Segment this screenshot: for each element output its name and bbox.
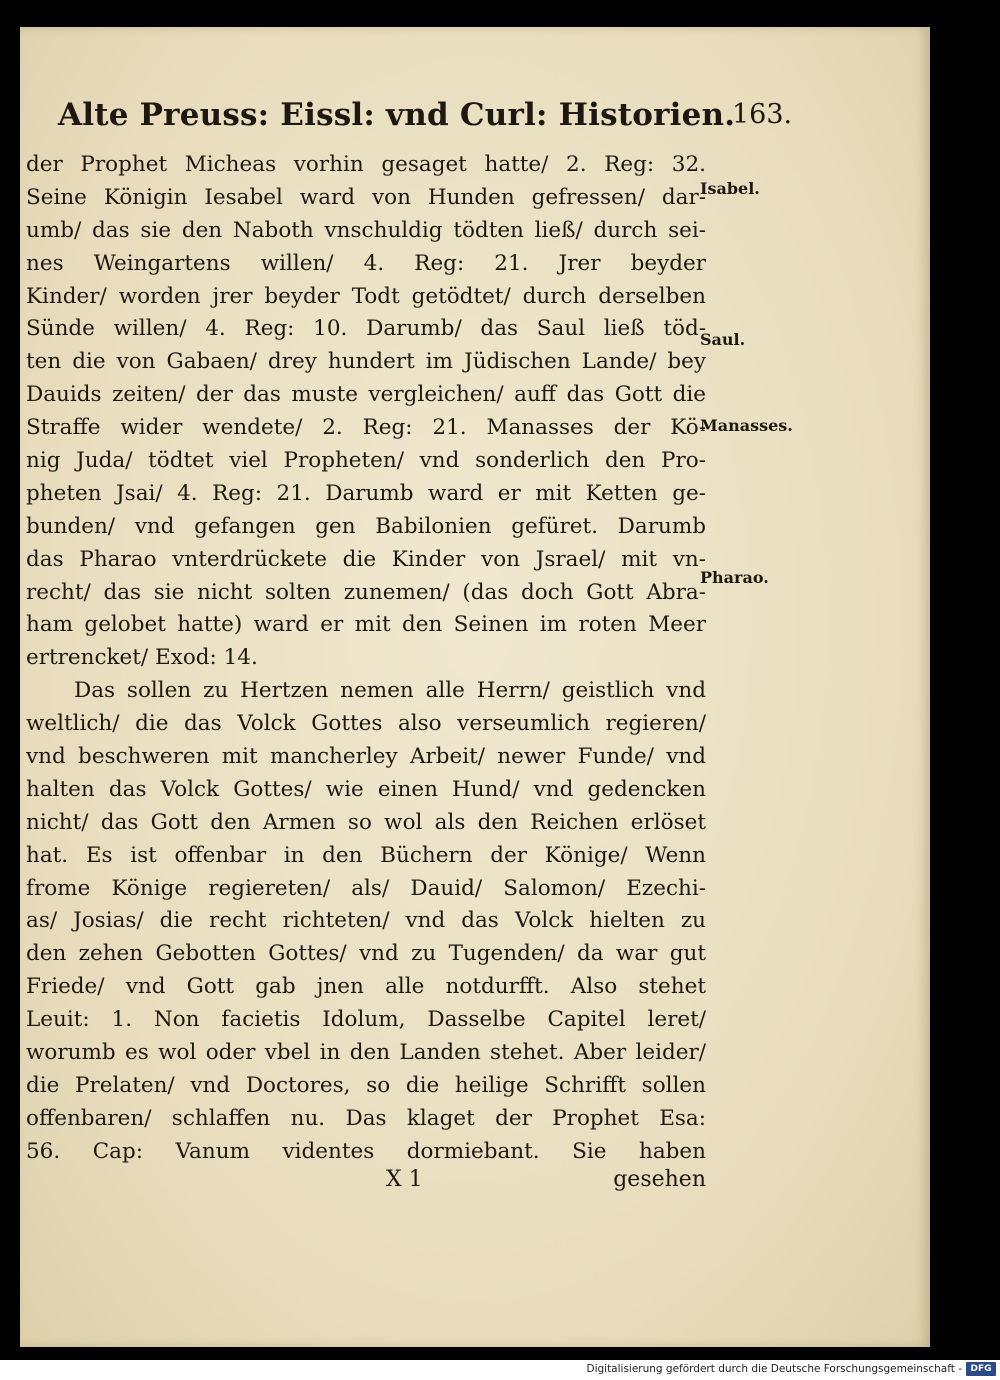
text-line: worumb es wol oder vbel in den Landen stehet. Aber leider/ — [26, 1040, 706, 1066]
text-line: nig Juda/ tödtet viel Propheten/ vnd sonderlich den Pro- — [26, 448, 706, 474]
text-line: weltlich/ die das Volck Gottes also verseumlich regieren/ — [26, 711, 706, 737]
text-line: nicht/ das Gott den Armen so wol als den Reichen erlöset — [26, 809, 706, 835]
text-line: pheten Jsai/ 4. Reg: 21. Darumb ward er mit Ketten ge- — [26, 480, 706, 506]
body-text — [26, 149, 706, 1169]
text-line: as/ Josias/ die recht richteten/ vnd das Volck hielten zu — [26, 908, 706, 934]
footer-bar — [0, 1360, 1000, 1380]
text-line: 56. Cap: Vanum videntes dormiebant. Sie haben — [26, 1138, 706, 1164]
text-line: der Prophet Micheas vorhin gesaget hatte/ 2. Reg: 32. — [26, 152, 706, 177]
margin-note-saul: Saul. — [700, 330, 746, 349]
text-line: vnd beschweren mit mancherley Arbeit/ newer Funde/ vnd — [26, 744, 706, 770]
catchword: gesehen — [613, 1167, 706, 1192]
text-line: Seine Königin Iesabel ward von Hunden gefressen/ dar- — [26, 184, 706, 210]
signature-mark: X 1 — [386, 1167, 423, 1192]
page-foot — [26, 1167, 706, 1199]
text-line: nes Weingartens willen/ 4. Reg: 21. Jrer beyder — [26, 250, 706, 276]
text-line: Kinder/ worden jrer beyder Todt getödtet/ durch derselben — [26, 283, 706, 309]
text-line: ertrencket/ Exod: 14. — [26, 645, 258, 671]
text-line: Sünde willen/ 4. Reg: 10. Darumb/ das Saul ließ töd- — [26, 316, 706, 342]
text-line: hat. Es ist offenbar in den Büchern der Könige/ Wenn — [26, 842, 706, 868]
text-line: recht/ das sie nicht solten zunemen/ (das doch Gott Abra- — [26, 579, 706, 605]
text-line: Friede/ vnd Gott gab jnen alle notdurfft. Also stehet — [26, 974, 706, 1000]
text-line: den zehen Gebotten Gottes/ vnd zu Tugenden/ da war gut — [26, 941, 706, 967]
text-line: umb/ das sie den Naboth vnschuldig tödten ließ/ durch sei- — [26, 217, 706, 243]
text-line: das Pharao vnterdrückete die Kinder von Jsrael/ mit vn- — [26, 546, 706, 572]
text-line: Straffe wider wendete/ 2. Reg: 21. Manasses der Kö- — [26, 415, 706, 441]
text-line: die Prelaten/ vnd Doctores, so die heilige Schrifft sollen — [26, 1072, 706, 1098]
page-number: 163. — [732, 99, 793, 130]
text-line: frome Könige regiereten/ als/ Dauid/ Salomon/ Ezechi- — [26, 875, 706, 901]
margin-note-pharao: Pharao. — [700, 568, 769, 587]
text-line: offenbaren/ schlaffen nu. Das klaget der Prophet Esa: — [26, 1105, 706, 1131]
dfg-logo-icon: DFG — [966, 1362, 996, 1376]
running-head: Alte Preuss: Eissl: vnd Curl: Historien. — [58, 97, 736, 133]
margin-note-manasses: Manasses. — [700, 416, 793, 435]
text-line: ten die von Gabaen/ drey hundert im Jüdischen Lande/ bey — [26, 349, 706, 375]
text-line: Leuit: 1. Non facietis Idolum, Dasselbe Capitel leret/ — [26, 1007, 706, 1033]
margin-note-isabel: Isabel. — [700, 179, 760, 198]
book-page — [20, 27, 930, 1347]
text-line: bunden/ vnd gefangen gen Babilonien gefüret. Darumb — [26, 513, 706, 539]
text-line: ham gelobet hatte) ward er mit den Seinen im roten Meer — [26, 612, 706, 638]
funding-credit: Digitalisierung gefördert durch die Deutsche Forschungsgemeinschaft - — [586, 1363, 962, 1375]
paragraph-start-line: Das sollen zu Hertzen nemen alle Herrn/ geistlich vnd — [74, 678, 706, 704]
text-line: Dauids zeiten/ der das muste vergleichen/ auff das Gott die — [26, 382, 706, 408]
text-line: halten das Volck Gottes/ wie einen Hund/ vnd gedencken — [26, 776, 706, 802]
